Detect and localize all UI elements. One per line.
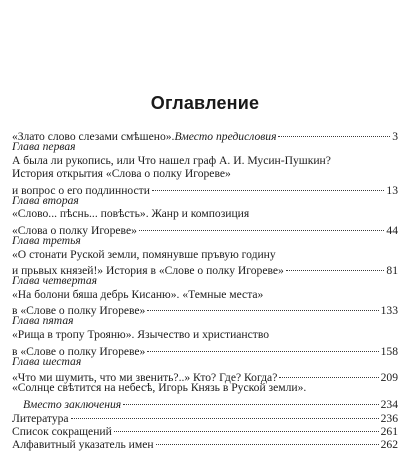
dot-leader [276, 127, 392, 140]
toc-entry-text: Список сокращений [12, 424, 112, 438]
dot-leader [112, 422, 381, 435]
toc-entry-text: История открытия «Слова о полку Игореве» [12, 167, 231, 181]
toc-entry-subtitle: Вместо предисловия [174, 130, 277, 144]
dot-leader [154, 435, 381, 448]
toc-page-number: 81 [386, 264, 398, 278]
toc-page-number: 133 [380, 304, 398, 318]
toc-entry-text: А была ли рукопись, или Что нашел граф А. И. Мусин-Пушкин? [12, 153, 331, 167]
toc-chapter-heading: Глава пятая [12, 314, 74, 328]
toc-page-number: 3 [392, 130, 398, 144]
toc-page-number: 261 [380, 424, 398, 438]
table-of-contents [12, 127, 398, 452]
dot-leader [284, 261, 387, 274]
dot-leader [145, 301, 380, 314]
toc-chapter-heading: Глава вторая [12, 193, 79, 207]
toc-page-number: 13 [386, 183, 398, 197]
toc-chapter-heading: Глава четвертая [12, 274, 98, 288]
toc-entry-text: «Слово... пѣснь... повѣсть». Жанр и композиция [12, 207, 250, 221]
toc-entry-line [12, 167, 398, 180]
toc-page-number: 44 [386, 224, 398, 238]
dot-leader [69, 408, 381, 421]
toc-entry-text: «Злато слово слезами смѣшено». [12, 130, 175, 144]
toc-entry-line [12, 207, 398, 220]
dot-leader [277, 368, 380, 381]
toc-entry[interactable] [12, 221, 398, 238]
toc-entry[interactable] [12, 368, 398, 385]
toc-entry-line [12, 154, 398, 167]
toc-entry[interactable] [12, 181, 398, 197]
toc-entry-line [12, 328, 398, 341]
dot-leader [121, 395, 380, 408]
toc-entry-text: и прьвых князей!» История в «Слове о полку Игореве» [12, 264, 284, 278]
toc-page-number: 262 [380, 438, 398, 452]
toc-entry[interactable] [12, 301, 398, 318]
toc-entry-line [12, 248, 398, 261]
toc-page-number: 209 [380, 371, 398, 385]
toc-entry-text: Вместо заключения [23, 398, 122, 412]
toc-entry[interactable] [12, 341, 398, 358]
toc-entry-text: Литература [12, 411, 69, 425]
toc-entry[interactable] [12, 127, 398, 144]
dot-leader [137, 221, 387, 234]
toc-entry-text: «На болони бяша дебрь Кисаню». «Темные места» [12, 287, 264, 301]
toc-page-number: 158 [380, 344, 398, 358]
toc-entry-text: «Рища в тропу Трояню». Язычество и христианство [12, 327, 270, 341]
toc-entry[interactable] [12, 422, 398, 438]
toc-chapter-heading: Глава первая [12, 140, 76, 154]
dot-leader [150, 181, 387, 194]
toc-page-number: 236 [380, 411, 398, 425]
toc-entry-text: Алфавитный указатель имен [12, 438, 154, 452]
toc-page-number: 234 [380, 398, 398, 412]
toc-entry-text: в «Слове о полку Игореве» [12, 344, 146, 358]
toc-entry-text: «Солнце свѣтится на небесѣ, Игорь Князь в Руской земли». [12, 381, 307, 395]
toc-chapter-heading: Глава третья [12, 234, 81, 248]
toc-entry-text: «Что ми шумить, что ми звенить?..» Кто? Где? Когда? [12, 371, 278, 385]
toc-entry-line [12, 381, 398, 394]
toc-entry-text: в «Слове о полку Игореве» [12, 304, 146, 318]
toc-entry-text: и вопрос о его подлинности [12, 183, 150, 197]
toc-entry-text: «О стонати Руской земли, помянувше пръвую годину [12, 247, 276, 261]
toc-entry-text: «Слова о полку Игореве» [12, 224, 137, 238]
toc-entry[interactable] [12, 261, 398, 278]
toc-entry-line [12, 288, 398, 301]
page-title: Оглавление [150, 93, 260, 113]
toc-entry[interactable] [12, 408, 398, 425]
toc-chapter-heading: Глава шестая [12, 354, 82, 368]
dot-leader [145, 341, 380, 354]
toc-entry[interactable] [12, 395, 398, 412]
